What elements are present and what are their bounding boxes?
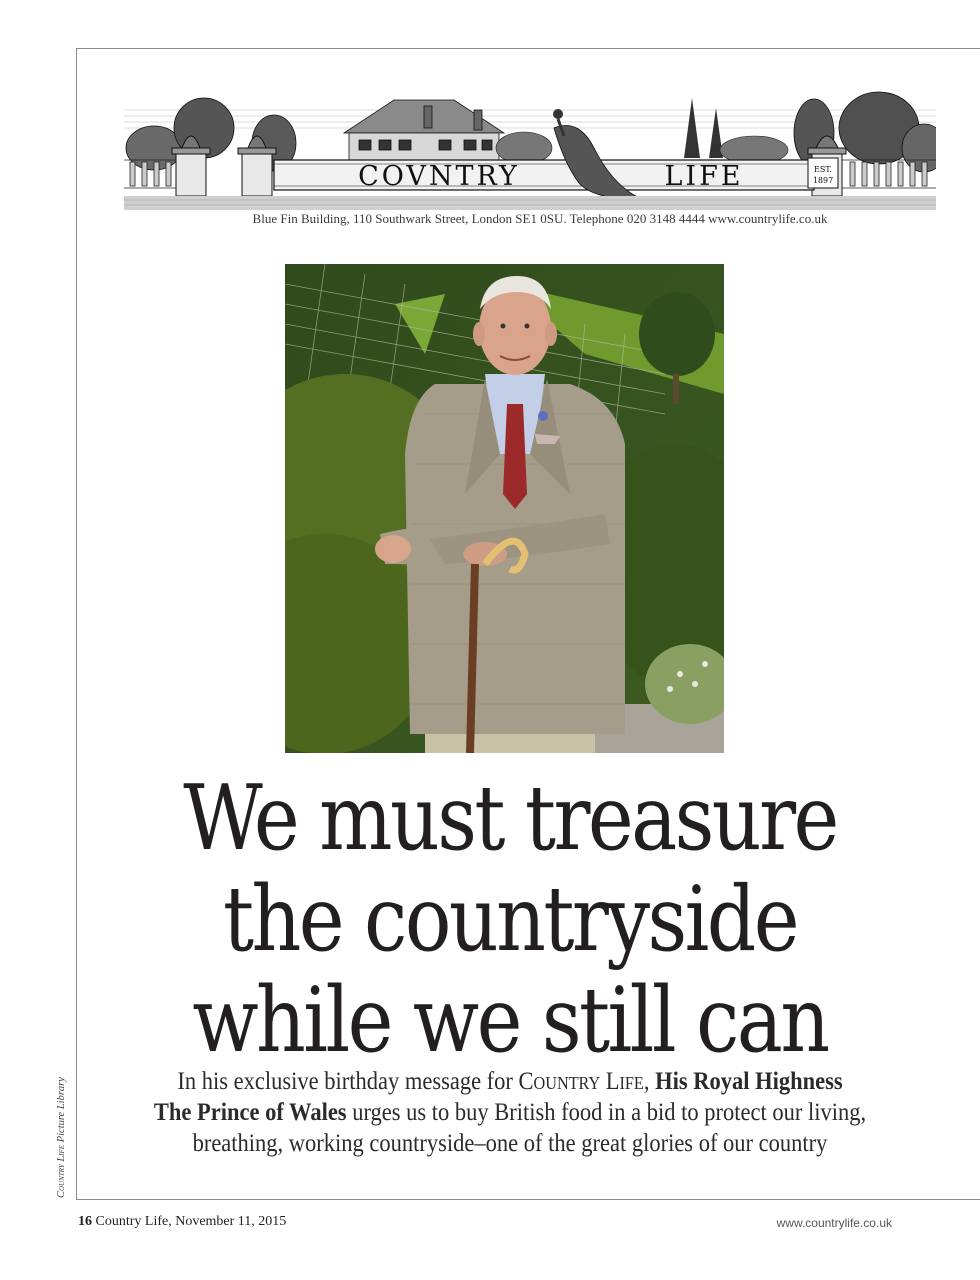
headline-line-3: while we still can bbox=[192, 968, 828, 1073]
masthead-illustration bbox=[124, 88, 936, 210]
article-standfirst bbox=[141, 1066, 879, 1159]
frame-left-rule bbox=[76, 48, 77, 1200]
photo-credit bbox=[56, 1048, 67, 1198]
page-number: 16 bbox=[78, 1214, 92, 1229]
masthead-engraving bbox=[124, 88, 936, 210]
masthead-title-right: LIFE bbox=[664, 161, 744, 192]
headline-line-2: the countryside bbox=[223, 867, 797, 972]
issue-date: Country Life, November 11, 2015 bbox=[92, 1214, 287, 1229]
publisher-address: Blue Fin Building, 110 Southwark Street, London SE1 0SU. Telephone 020 3148 4444 www.countrylife.co.uk bbox=[252, 211, 828, 226]
standfirst-intro: In his exclusive birthday message for bbox=[177, 1068, 519, 1095]
standfirst-comma: , bbox=[643, 1068, 656, 1095]
page-folio bbox=[78, 1214, 286, 1230]
photo-credit-publication: Country Life bbox=[56, 1144, 67, 1198]
portrait-photo bbox=[285, 264, 724, 753]
frame-bottom-rule bbox=[76, 1199, 980, 1200]
photo-credit-rest: Picture Library bbox=[56, 1077, 67, 1145]
est-label: EST. bbox=[813, 165, 833, 174]
standfirst-name-1: His Royal Highness bbox=[655, 1068, 843, 1095]
frame-top-rule bbox=[76, 48, 980, 49]
article-headline bbox=[149, 768, 871, 1071]
headline-line-1: We must treasure bbox=[183, 766, 837, 871]
masthead-title-left: COVNTRY bbox=[358, 161, 520, 192]
standfirst-publication: Country Life bbox=[518, 1068, 644, 1095]
footer-website: www.countrylife.co.uk bbox=[776, 1216, 892, 1230]
est-year: 1897 bbox=[812, 176, 834, 185]
standfirst-body: urges us to buy British food in a bid to protect our living, breathing, working countryside–one of the great glories of our country bbox=[192, 1099, 867, 1157]
standfirst-name-2: The Prince of Wales bbox=[153, 1099, 347, 1126]
